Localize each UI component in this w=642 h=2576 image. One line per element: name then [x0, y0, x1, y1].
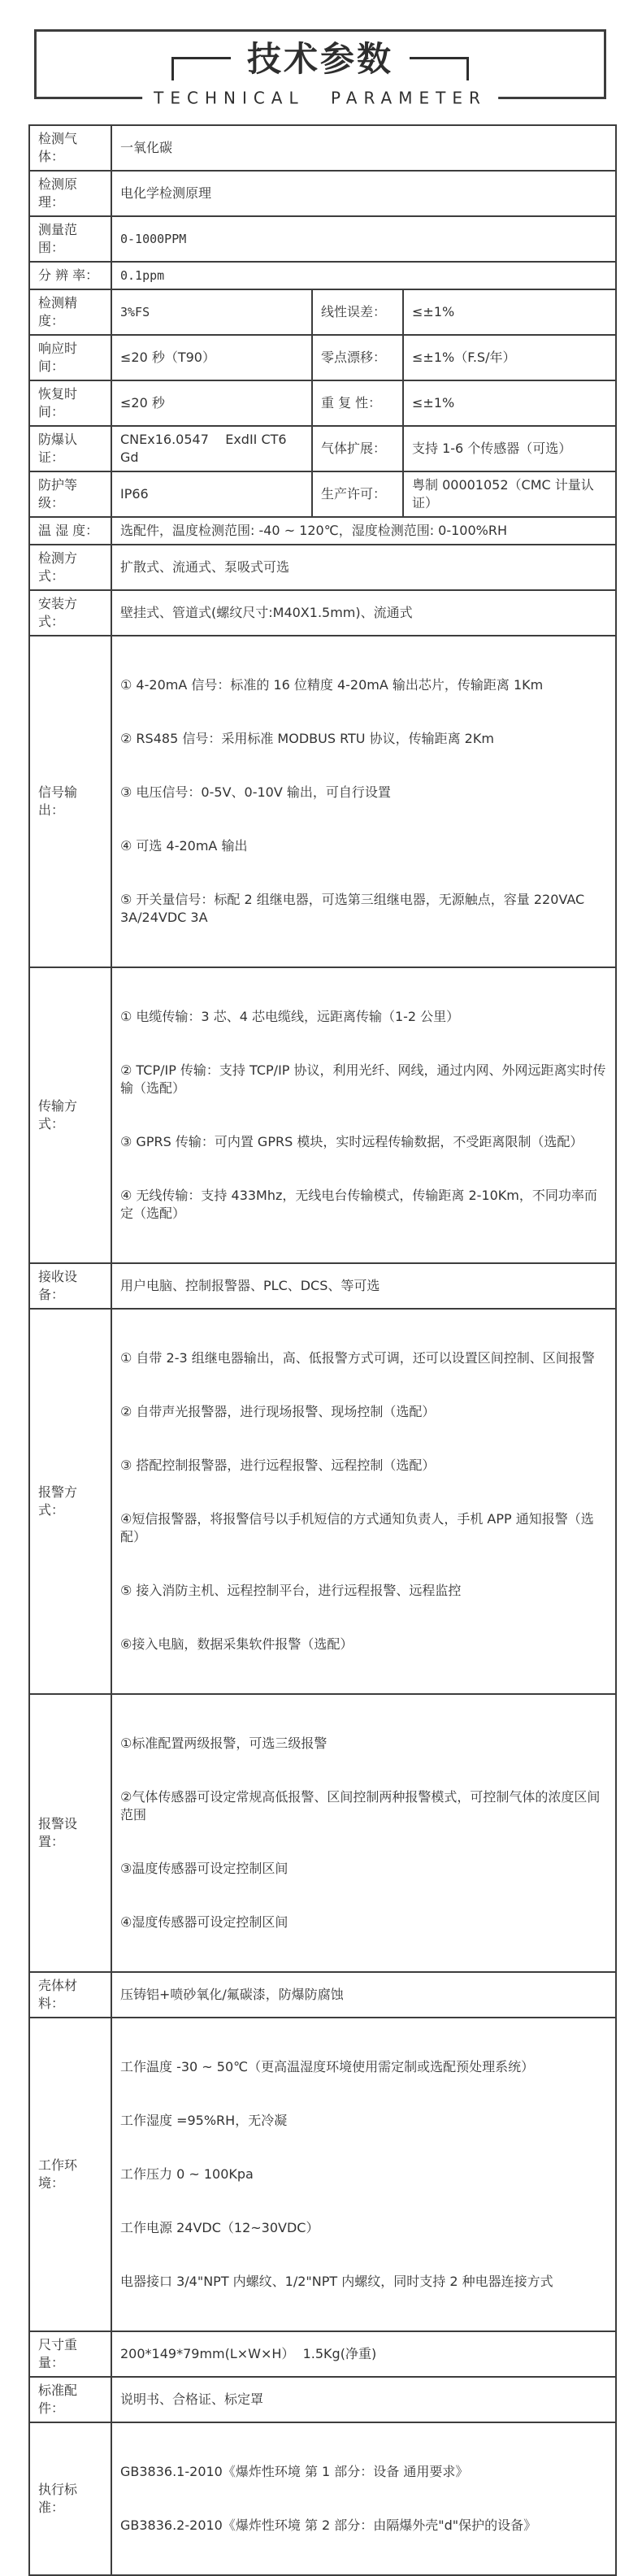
spec-value: ≤20 秒 [111, 380, 312, 426]
spec-line: ③ 电压信号：0-5V、0-10V 输出，可自行设置 [120, 784, 391, 800]
spec-label: 响应时间： [29, 335, 111, 380]
spec-value: 选配件，温度检测范围: -40 ~ 120℃，湿度检测范围: 0-100%RH [111, 517, 616, 545]
table-row-temp-humidity [29, 517, 616, 545]
spec-line: ① 4-20mA 信号：标准的 16 位精度 4-20mA 输出芯片，传输距离 1Km [120, 677, 544, 693]
spec-line: ① 电缆传输：3 芯、4 芯电缆线，远距离传输（1-2 公里） [120, 1009, 460, 1024]
spec-label: 执行标准： [29, 2422, 111, 2575]
table-row-range [29, 216, 616, 262]
corner-bracket-left-decoration [171, 57, 231, 80]
table-row-recovery-time [29, 380, 616, 426]
spec-label: 尺寸重量： [29, 2331, 111, 2377]
spec-label: 温 湿 度： [29, 517, 111, 545]
spec-line: ③ 搭配控制报警器，进行远程报警、远程控制（选配） [120, 1457, 436, 1473]
spec-label: 检测方式： [29, 545, 111, 590]
spec-value: 3%FS [111, 289, 312, 335]
spec-value-list [111, 636, 616, 967]
spec-value: 说明书、合格证、标定罩 [111, 2377, 616, 2422]
spec-label: 标准配件： [29, 2377, 111, 2422]
spec-line: ②气体传感器可设定常规高低报警、区间控制两种报警模式，可控制气体的浓度区间范围 [120, 1789, 601, 1822]
spec-value-list [111, 1694, 616, 1972]
spec-value: 压铸铝+喷砂氧化/氟碳漆，防爆防腐蚀 [111, 1972, 616, 2018]
corner-bracket-right-decoration [410, 57, 469, 80]
title-row [37, 32, 604, 80]
spec-label: 测量范围： [29, 216, 111, 262]
spec-label: 报警方式： [29, 1309, 111, 1694]
spec-value: 0.1ppm [111, 262, 616, 289]
spec-line: 工作压力 0 ~ 100Kpa [120, 2166, 254, 2182]
spec-value-list [111, 1309, 616, 1694]
spec-label: 防爆认证： [29, 426, 111, 471]
spec-line: ①标准配置两级报警，可选三级报警 [120, 1735, 328, 1751]
table-row-working-environment [29, 2018, 616, 2331]
header [34, 29, 606, 108]
spec-value: ≤±1% [403, 380, 616, 426]
spec-line: GB3836.2-2010《爆炸性环境 第 2 部分：由隔爆外壳"d"保护的设备》 [120, 2517, 537, 2533]
spec-label: 信号输出： [29, 636, 111, 967]
spec-label: 恢复时间： [29, 380, 111, 426]
spec-line: ⑥接入电脑，数据采集软件报警（选配） [120, 1636, 354, 1652]
spec-line: ③温度传感器可设定控制区间 [120, 1861, 288, 1876]
table-row-standard-accessories [29, 2377, 616, 2422]
spec-value-list [111, 2422, 616, 2575]
table-row-response-time [29, 335, 616, 380]
table-row-signal-output [29, 636, 616, 967]
spec-label: 报警设置： [29, 1694, 111, 1972]
spec-line: ④ 无线传输：支持 433Mhz，无线电台传输模式，传输距离 2-10Km，不同功率而定（选配） [120, 1188, 597, 1221]
spec-value: 200*149*79mm(L×W×H） 1.5Kg(净重) [111, 2331, 616, 2377]
spec-value: 支持 1-6 个传感器（可选） [403, 426, 616, 471]
spec-line: ④湿度传感器可设定控制区间 [120, 1914, 288, 1930]
table-row-detection-method [29, 545, 616, 590]
spec-value: 用户电脑、控制报警器、PLC、DCS、等可选 [111, 1263, 616, 1309]
spec-label: 工作环境： [29, 2018, 111, 2331]
table-row-execution-standard [29, 2422, 616, 2575]
spec-label: 接收设备： [29, 1263, 111, 1309]
spec-label: 传输方式： [29, 967, 111, 1263]
spec-label: 线性误差： [312, 289, 403, 335]
spec-value: 0-1000PPM [111, 216, 616, 262]
spec-label: 安装方式： [29, 590, 111, 636]
spec-value-list [111, 967, 616, 1263]
spec-value: CNEx16.0547 ExdII CT6 Gd [111, 426, 312, 471]
table-row-alarm-method [29, 1309, 616, 1694]
table-row-accuracy [29, 289, 616, 335]
spec-line: ③ GPRS 传输：可内置 GPRS 模块，实时远程传输数据，不受距离限制（选配） [120, 1134, 583, 1149]
spec-line: ② TCP/IP 传输：支持 TCP/IP 协议，利用光纤、网线，通过内网、外网远距离实时传输（选配） [120, 1062, 606, 1096]
spec-line: ② RS485 信号：采用标准 MODBUS RTU 协议，传输距离 2Km [120, 731, 494, 746]
spec-line: ④ 可选 4-20mA 输出 [120, 838, 248, 854]
spec-line: 工作电源 24VDC（12~30VDC） [120, 2220, 319, 2235]
spec-value: 粤制 00001052（CMC 计量认证） [403, 471, 616, 517]
spec-line: 工作湿度 =95%RH，无冷凝 [120, 2113, 288, 2128]
spec-line: ④短信报警器，将报警信号以手机短信的方式通知负责人，手机 APP 通知报警（选配） [120, 1511, 594, 1544]
spec-value: ≤±1%（F.S/年） [403, 335, 616, 380]
spec-label: 壳体材料： [29, 1972, 111, 2018]
spec-value-list [111, 2018, 616, 2331]
spec-value: 壁挂式、管道式(螺纹尺寸:M40X1.5mm)、流通式 [111, 590, 616, 636]
spec-line: 电器接口 3/4"NPT 内螺纹、1/2"NPT 内螺纹，同时支持 2 种电器连接方式 [120, 2274, 553, 2289]
table-row-dimensions-weight [29, 2331, 616, 2377]
spec-line: GB3836.1-2010《爆炸性环境 第 1 部分：设备 通用要求》 [120, 2464, 469, 2479]
table-row-transmission [29, 967, 616, 1263]
spec-value: IP66 [111, 471, 312, 517]
spec-value: 扩散式、流通式、泵吸式可选 [111, 545, 616, 590]
table-row-explosion-cert [29, 426, 616, 471]
spec-value: 电化学检测原理 [111, 171, 616, 216]
table-row-resolution [29, 262, 616, 289]
spec-label: 检测气体： [29, 125, 111, 171]
spec-value: ≤20 秒（T90） [111, 335, 312, 380]
spec-line: ⑤ 接入消防主机、远程控制平台，进行远程报警、远程监控 [120, 1583, 462, 1598]
spec-label: 检测原理： [29, 171, 111, 216]
spec-line: ① 自带 2-3 组继电器输出，高、低报警方式可调，还可以设置区间控制、区间报警 [120, 1350, 595, 1366]
table-row-housing-material [29, 1972, 616, 2018]
spec-label: 重 复 性： [312, 380, 403, 426]
page-title: 技术参数 [246, 39, 393, 79]
table-row-alarm-settings [29, 1694, 616, 1972]
spec-label: 气体扩展： [312, 426, 403, 471]
table-row-protection-grade [29, 471, 616, 517]
table-row-gas [29, 125, 616, 171]
spec-value: ≤±1% [403, 289, 616, 335]
spec-table [28, 124, 617, 2576]
spec-label: 生产许可： [312, 471, 403, 517]
spec-label: 分 辨 率： [29, 262, 111, 289]
page-subtitle: TECHNICAL PARAMETER [142, 88, 498, 107]
spec-line: ② 自带声光报警器，进行现场报警、现场控制（选配） [120, 1404, 436, 1419]
spec-label: 零点漂移： [312, 335, 403, 380]
spec-value: 一氧化碳 [111, 125, 616, 171]
spec-line: 工作温度 -30 ~ 50℃（更高温湿度环境使用需定制或选配预处理系统） [120, 2059, 535, 2074]
spec-label: 检测精度： [29, 289, 111, 335]
table-row-receiving-device [29, 1263, 616, 1309]
spec-line: ⑤ 开关量信号：标配 2 组继电器，可选第三组继电器，无源触点，容量 220VAC 3A/24VDC 3A [120, 892, 589, 925]
table-row-principle [29, 171, 616, 216]
table-row-installation [29, 590, 616, 636]
spec-label: 防护等级： [29, 471, 111, 517]
